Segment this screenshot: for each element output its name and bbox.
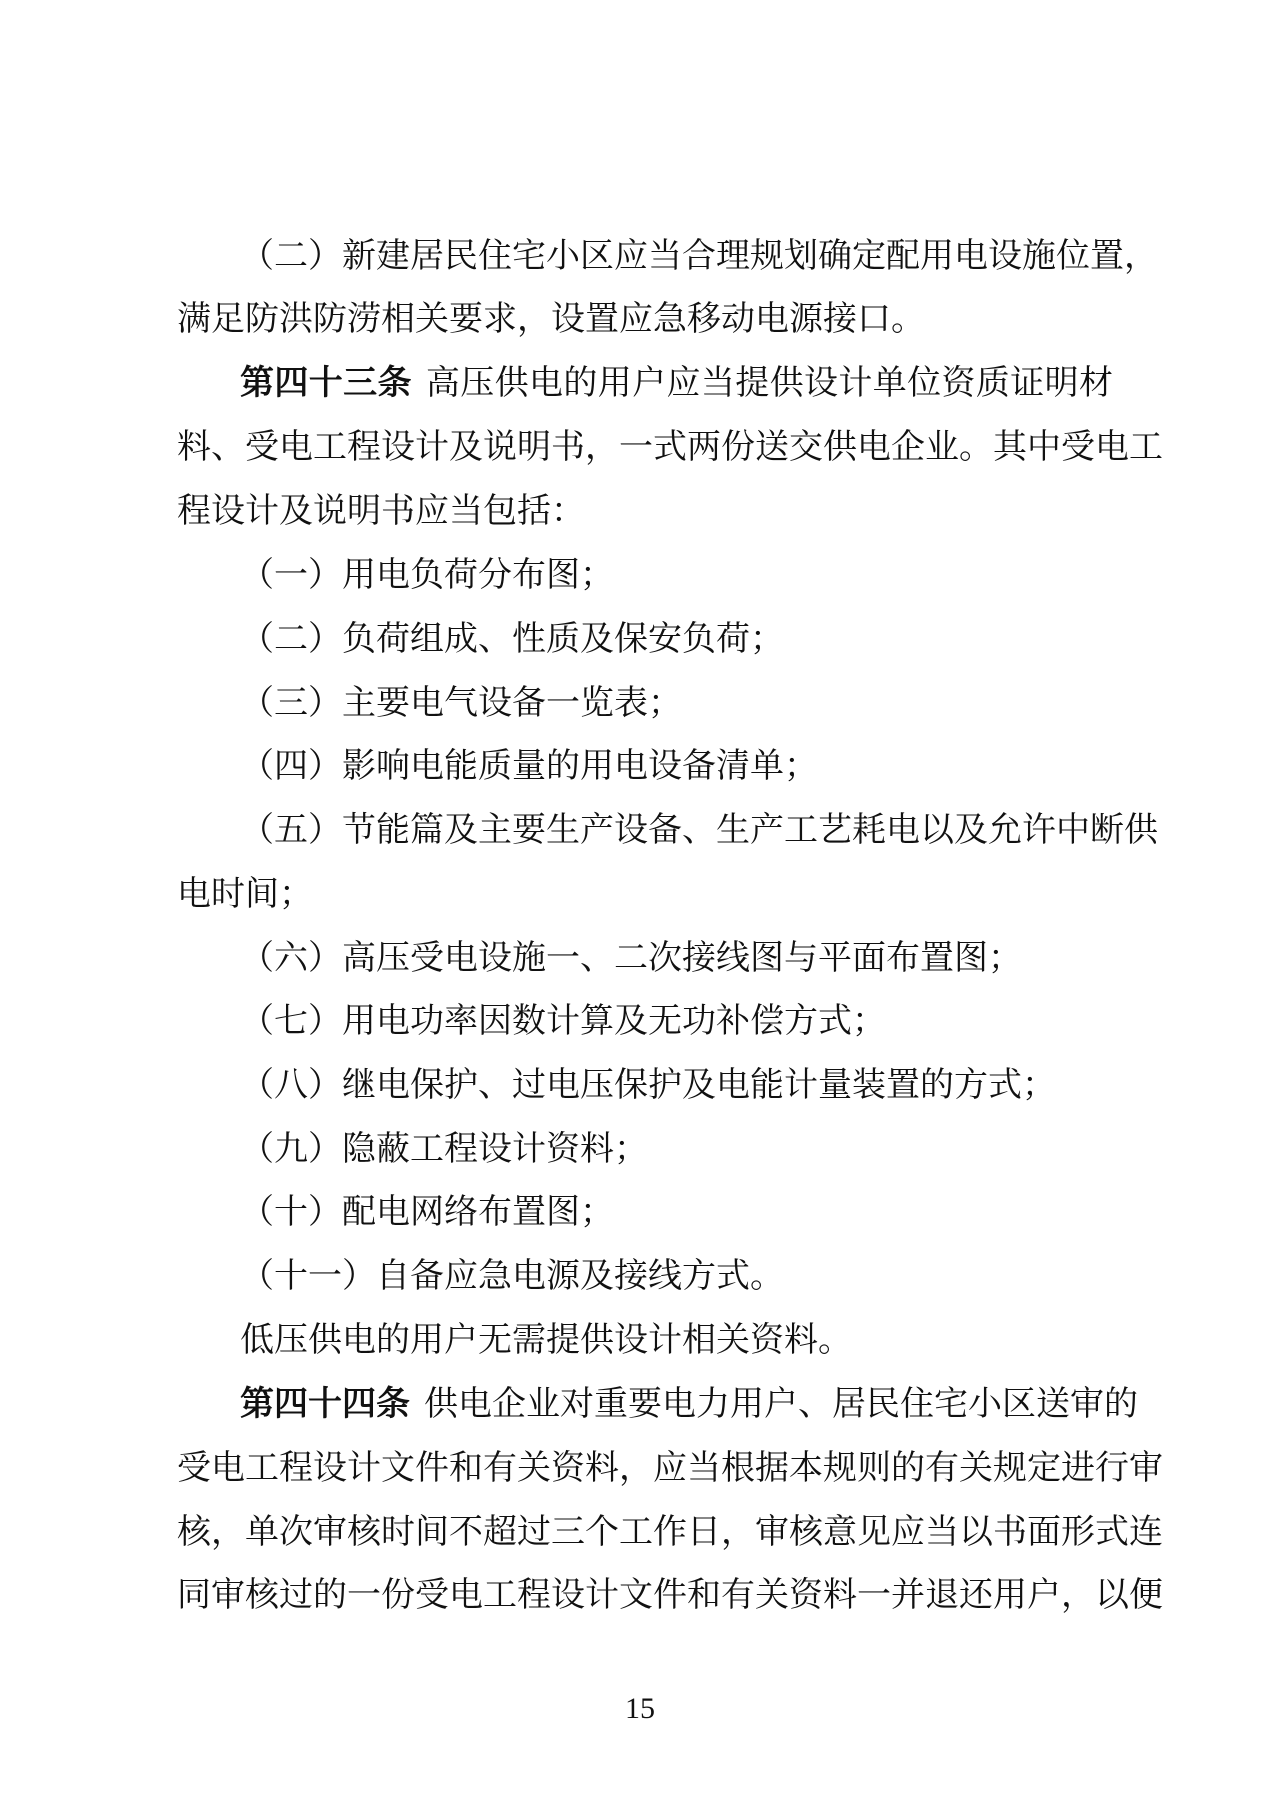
- line-text: （二）负荷组成、性质及保安负荷；: [240, 619, 784, 659]
- line-text: 高压供电的用户应当提供设计单位资质证明材: [425, 363, 1113, 403]
- list-item: [240, 1244, 1113, 1308]
- line-text: （六）高压受电设施一、二次接线图与平面布置图；: [240, 938, 1022, 978]
- list-item: [240, 926, 1113, 990]
- line-text: 核，单次审核时间不超过三个工作日，审核意见应当以书面形式连: [177, 1512, 1163, 1552]
- list-item: [240, 989, 1113, 1053]
- list-item: [240, 671, 1113, 735]
- article-number: 第四十三条: [240, 363, 412, 403]
- line-text: （九）隐蔽工程设计资料；: [240, 1129, 648, 1169]
- list-item: [240, 1053, 1113, 1117]
- list-item: [240, 1180, 1113, 1244]
- list-item: [240, 543, 1113, 607]
- paragraph-line: [177, 1563, 1163, 1627]
- line-text: （一）用电负荷分布图；: [240, 555, 614, 595]
- line-text: （四）影响电能质量的用电设备清单；: [240, 746, 818, 786]
- list-item: [240, 798, 1158, 862]
- line-text: （十）配电网络布置图；: [240, 1192, 614, 1232]
- line-text: 电时间；: [177, 874, 313, 914]
- line-text: 供电企业对重要电力用户、居民住宅小区送审的: [424, 1384, 1138, 1424]
- line-text: 同审核过的一份受电工程设计文件和有关资料一并退还用户，以便: [177, 1575, 1163, 1615]
- line-text: 低压供电的用户无需提供设计相关资料。: [240, 1320, 852, 1360]
- list-item: [240, 734, 1113, 798]
- paragraph-line: [240, 224, 1158, 288]
- line-text: （七）用电功率因数计算及无功补偿方式；: [240, 1001, 886, 1041]
- paragraph-line: [177, 287, 1113, 351]
- page-number: 15: [625, 1692, 655, 1725]
- line-text: （五）节能篇及主要生产设备、生产工艺耗电以及允许中断供: [240, 810, 1158, 850]
- list-item: [240, 1117, 1113, 1181]
- line-text: （十一）自备应急电源及接线方式。: [240, 1256, 784, 1296]
- paragraph-line: [177, 479, 1113, 543]
- line-text: 满足防洪防涝相关要求，设置应急移动电源接口。: [177, 299, 925, 339]
- article-44-heading-line: [240, 1372, 1138, 1436]
- paragraph-line: [177, 415, 1163, 479]
- article-43-heading-line: [240, 351, 1113, 415]
- line-text: （八）继电保护、过电压保护及电能计量装置的方式；: [240, 1065, 1056, 1105]
- paragraph-line: [240, 1308, 1113, 1372]
- line-text: （二）新建居民住宅小区应当合理规划确定配用电设施位置，: [240, 236, 1158, 276]
- paragraph-line: [177, 1500, 1163, 1564]
- list-item: [240, 607, 1113, 671]
- line-text: 料、受电工程设计及说明书，一式两份送交供电企业。其中受电工: [177, 427, 1163, 467]
- line-text: 程设计及说明书应当包括：: [177, 491, 585, 531]
- line-text: （三）主要电气设备一览表；: [240, 683, 682, 723]
- list-item-continuation: [177, 862, 1113, 926]
- article-number: 第四十四条: [240, 1384, 410, 1424]
- line-text: 受电工程设计文件和有关资料，应当根据本规则的有关规定进行审: [177, 1448, 1163, 1488]
- paragraph-line: [177, 1436, 1163, 1500]
